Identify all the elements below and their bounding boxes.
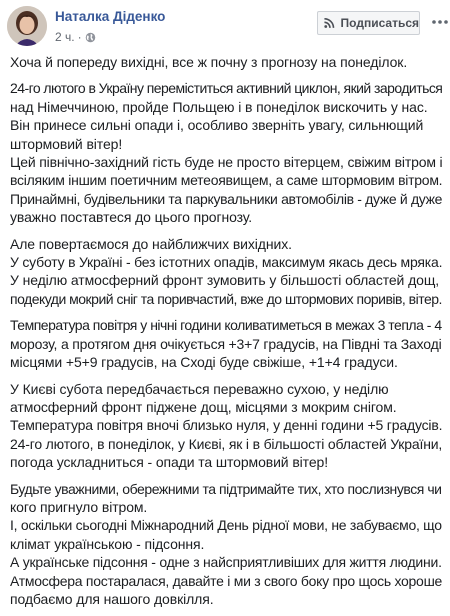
post-text-line: всіляким іншим поетичним метеоявищем, а саме штормовим вітром. — [10, 172, 443, 189]
post-meta — [55, 30, 96, 44]
post-text-line: погода ускладниться - опади та штормовий вітер! — [10, 454, 328, 471]
post-text-line: Цей північно-західний гість буде не просто вітерцем, свіжим вітром і — [10, 154, 443, 171]
globe-icon[interactable] — [85, 32, 96, 43]
post-text-line: Температура повітря вночі близько нуля, у денні години +5 градусів. — [10, 417, 443, 434]
post-text-line: У неділю атмосферний фронт зумовить у більшості областей дощ, — [10, 272, 440, 289]
post-text-line: клімат українською - підсоння. — [10, 535, 205, 552]
post-text-line: атмосферний фронт піджене дощ, місцями з мокрим снігом. — [10, 398, 397, 415]
post-text-line: штормовий вітер! — [10, 135, 123, 152]
post-text-line: кого пригнуло вітром. — [10, 498, 148, 515]
meta-separator: · — [77, 30, 82, 44]
author-name[interactable]: Наталка Діденко — [55, 9, 166, 24]
post-text-line: Атмосфера постаралася, давайте і ми з свого боку про щось хороше — [10, 572, 443, 589]
post-text-line: Температура повітря у нічні години коливатиметься в межах 3 тепла - 4 — [10, 317, 442, 334]
post-time[interactable]: 2 ч. — [55, 30, 75, 44]
post-text-line: Хоча й попереду вихідні, все ж почну з прогнозу на понеділок. — [10, 54, 408, 70]
post-text-line: У Києві субота передбачається переважно сухою, у неділю — [10, 380, 389, 397]
author-avatar[interactable] — [7, 6, 47, 46]
post-header — [7, 6, 450, 46]
post-text-line: місцями +5+9 градусів, на Сході буде свіжіше, +1+4 градуси. — [10, 354, 398, 371]
post-text-line: Будьте уважними, обережними та підтримайте тих, хто послизнувся чи — [10, 480, 442, 497]
post-text-line: У суботу в Україні - без істотних опадів, максимум якась десь мряка. — [10, 254, 443, 271]
more-dots-icon[interactable] — [430, 12, 450, 32]
post-paragraph — [10, 480, 442, 609]
post-paragraph — [10, 235, 442, 309]
post-text-line: А українське підсоння - одне з найсприятливіших для життя людини. — [10, 554, 442, 571]
post-paragraph — [10, 316, 442, 371]
post-text-line: Принаймні, будівельники та паркувальники автомобілів - дуже й дуже — [10, 190, 443, 207]
subscribe-button[interactable] — [317, 11, 420, 35]
post-text — [10, 53, 442, 616]
post-paragraph — [10, 380, 442, 472]
rss-icon — [324, 17, 335, 29]
post-paragraph — [10, 53, 442, 71]
post-text-line: над Німеччиною, пройде Польщею і в понеділок вискочить у нас. — [10, 98, 428, 115]
post-text-line: морозу, а протягом дня очікується +3+7 градусів, на Півдні та Заході — [10, 335, 442, 352]
post-text-line: І, оскільки сьогодні Міжнародний День рідної мови, не забуваємо, що — [10, 517, 442, 534]
post-text-line: подекуди мокрий сніг та поривчастий, вже до штормових поривів, вітер. — [10, 290, 442, 307]
post-text-line: подбаємо для нашого довкілля. — [10, 590, 214, 607]
post-text-line: Але повертаємося до найближчих вихідних. — [10, 235, 292, 252]
post-text-line: Він принесе сильні опади і, особливо зверніть увагу, сильнющий — [10, 117, 424, 134]
post-paragraph — [10, 79, 442, 226]
post-text-line: уважно поставтеся до цього прогнозу. — [10, 209, 253, 226]
post-text-line: 24-го лютого, в понеділок, у Києві, як і в більшості областей України, — [10, 435, 443, 452]
subscribe-label: Подписаться — [340, 16, 419, 30]
post-text-line: 24-го лютого в Україну переміститься активний циклон, який зародиться — [10, 80, 443, 97]
